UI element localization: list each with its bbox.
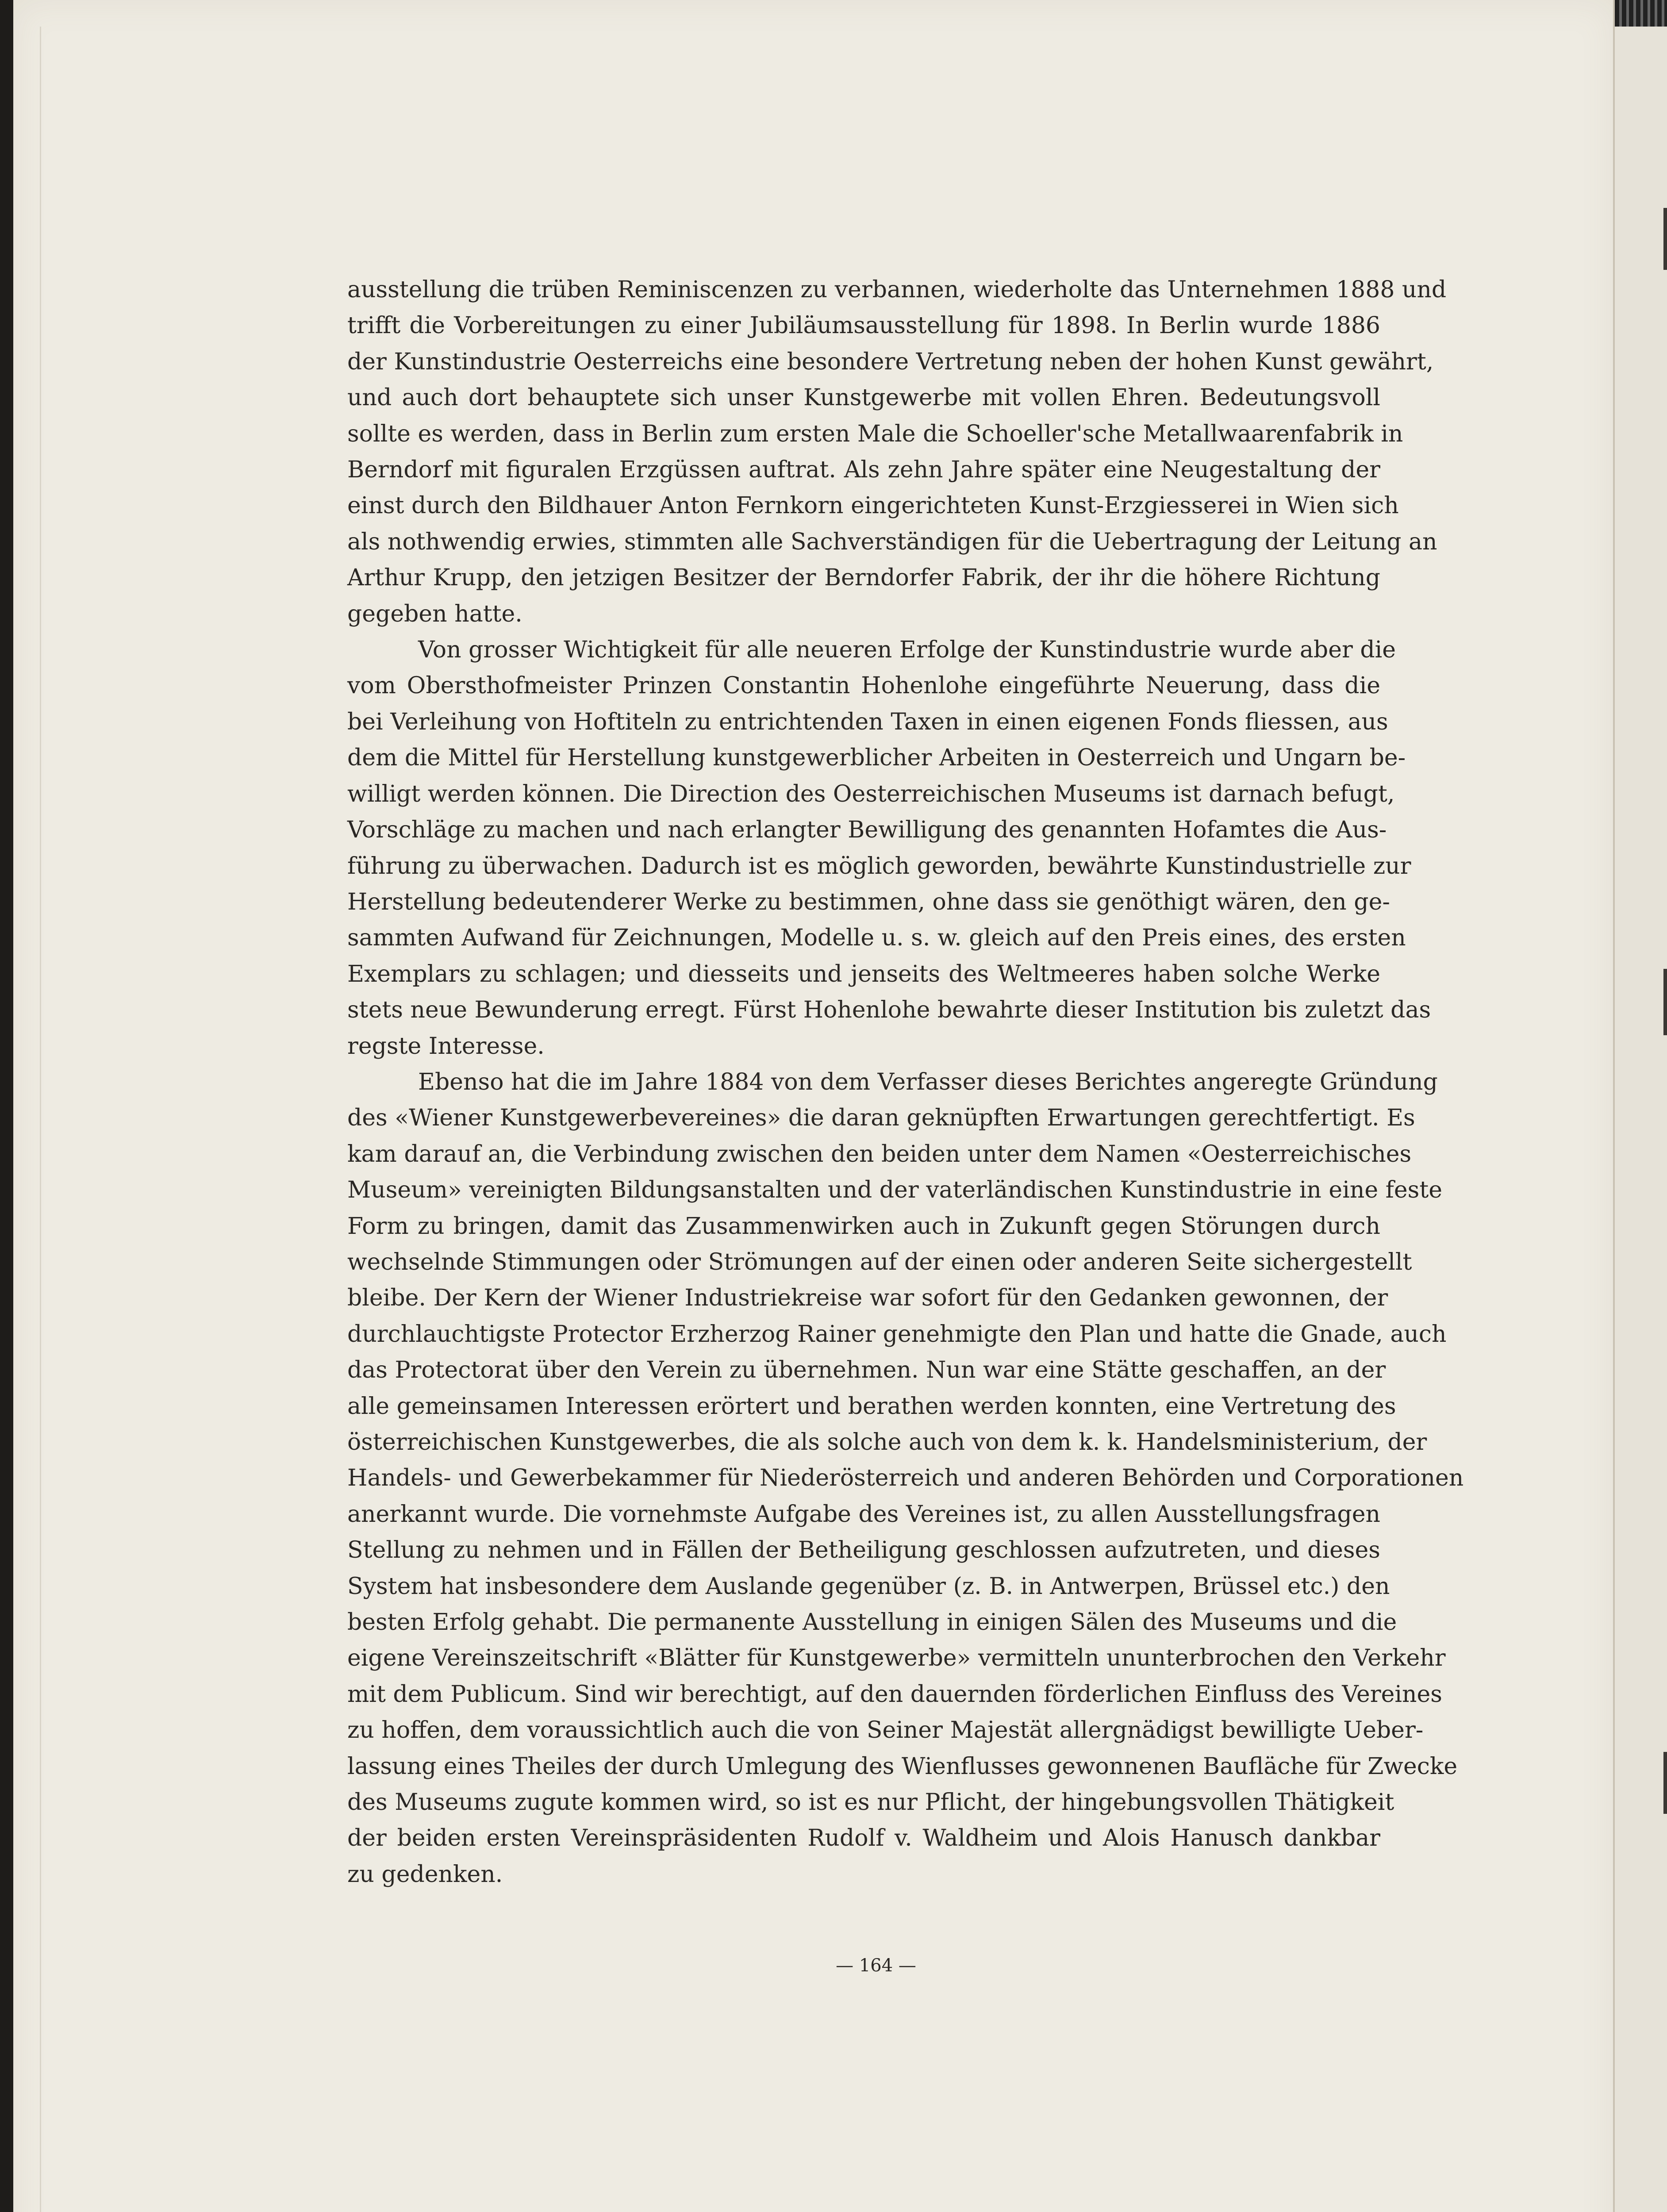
text-line: Ebenso hat die im Jahre 1884 von dem Verfasser dieses Berichtes angeregte Gründung [418,1068,1438,1095]
text-line: österreichischen Kunstgewerbes, die als solche auch von dem k. k. Handelsministerium, der [347,1429,1427,1455]
text-line: ausstellung die trüben Reminiscenzen zu verbannen, wiederholte das Unternehmen 1888 und [347,276,1447,303]
text-line: mit dem Publicum. Sind wir berechtigt, auf den dauernden förderlichen Einfluss des Vereines [347,1681,1442,1708]
text-line: des Museums zugute kommen wird, so ist es nur Pflicht, der hingebungsvollen Thätigkeit [347,1789,1394,1816]
text-line: regste Interesse. [347,1033,545,1060]
spine-mark [1663,208,1667,270]
text-line: eigene Vereinszeitschrift «Blätter für Kunstgewerbe» vermitteln ununterbrochen den Verkehr [347,1645,1446,1672]
text-line: zu hoffen, dem voraussichtlich auch die von Seiner Majestät allergnädigst bewilligte Ueber- [347,1717,1424,1744]
text-line: Vorschläge zu machen und nach erlangter Bewilligung des genannten Hofamtes die Aus- [347,817,1387,844]
text-line: der Kunstindustrie Oesterreichs eine besondere Vertretung neben der hohen Kunst gewährt, [347,348,1434,375]
text-line: Berndorf mit figuralen Erzgüssen auftrat. Als zehn Jahre später eine Neugestaltung der [347,457,1380,484]
text-line: besten Erfolg gehabt. Die permanente Ausstellung in einigen Sälen des Museums und die [347,1609,1397,1636]
book-spine [1613,0,1667,2212]
text-line: Stellung zu nehmen und in Fällen der Betheiligung geschlossen aufzutreten, und dieses [347,1537,1380,1564]
text-line: Exemplars zu schlagen; und diesseits und jenseits des Weltmeeres haben solche Werke [347,960,1380,987]
text-line: wechselnde Stimmungen oder Strömungen auf der einen oder anderen Seite sichergestellt [347,1248,1412,1275]
text-line: System hat insbesondere dem Auslande gegenüber (z. B. in Antwerpen, Brüssel etc.) den [347,1573,1390,1600]
text-line: gegeben hatte. [347,600,522,627]
text-line: einst durch den Bildhauer Anton Fernkorn eingerichteten Kunst-Erzgiesserei in Wien sich [347,492,1399,519]
text-line: lassung eines Theiles der durch Umlegung des Wienflusses gewonnenen Baufläche für Zwecke [347,1753,1458,1780]
paragraph [347,272,1447,632]
text-line: und auch dort behauptete sich unser Kunstgewerbe mit vollen Ehren. Bedeutungsvoll [347,384,1380,411]
text-line: Von grosser Wichtigkeit für alle neueren Erfolge der Kunstindustrie wurde aber die [418,637,1396,664]
text-line: sammten Aufwand für Zeichnungen, Modelle u. s. w. gleich auf den Preis eines, des ersten [347,925,1406,952]
spine-mark [1663,1752,1667,1814]
text-line: des «Wiener Kunstgewerbevereines» die daran geknüpften Erwartungen gerechtfertigt. Es [347,1105,1415,1132]
body-text [347,272,1464,1893]
text-line: als nothwendig erwies, stimmten alle Sachverständigen für die Uebertragung der Leitung an [347,528,1437,555]
text-line: der beiden ersten Vereinspräsidenten Rudolf v. Waldheim und Alois Hanusch dankbar [347,1825,1380,1852]
text-line: Herstellung bedeutenderer Werke zu bestimmen, ohne dass sie genöthigt wären, den ge- [347,888,1390,915]
text-line: sollte es werden, dass in Berlin zum ersten Male die Schoeller'sche Metallwaarenfabrik in [347,420,1403,447]
scan-corner-strip [1615,0,1667,27]
text-line: Handels- und Gewerbekammer für Niederösterreich und anderen Behörden und Corporationen [347,1465,1464,1492]
text-line: willigt werden können. Die Direction des Oesterreichischen Museums ist darnach befugt, [347,780,1395,807]
text-line: bleibe. Der Kern der Wiener Industriekreise war sofort für den Gedanken gewonnen, der [347,1285,1388,1312]
paragraph [347,632,1431,1064]
text-line: Form zu bringen, damit das Zusammenwirken auch in Zukunft gegen Störungen durch [347,1213,1380,1240]
paragraph [347,1064,1464,1893]
text-line: zu gedenken. [347,1861,503,1888]
text-line: Museum» vereinigten Bildungsanstalten und der vaterländischen Kunstindustrie in eine feste [347,1177,1443,1204]
text-line: stets neue Bewunderung erregt. Fürst Hohenlohe bewahrte dieser Institution bis zuletzt das [347,997,1431,1024]
page-number: — 164 — [836,1955,916,1976]
text-line: anerkannt wurde. Die vornehmste Aufgabe des Vereines ist, zu allen Ausstellungsfragen [347,1501,1380,1528]
spine-mark [1663,969,1667,1035]
text-line: durchlauchtigste Protector Erzherzog Rainer genehmigte den Plan und hatte die Gnade, auch [347,1321,1447,1348]
text-line: alle gemeinsamen Interessen erörtert und berathen werden konnten, eine Vertretung des [347,1393,1396,1420]
text-line: vom Obersthofmeister Prinzen Constantin Hohenlohe eingeführte Neuerung, dass die [347,672,1380,699]
text-line: Arthur Krupp, den jetzigen Besitzer der Berndorfer Fabrik, der ihr die höhere Richtung [347,565,1380,591]
text-line: dem die Mittel für Herstellung kunstgewerblicher Arbeiten in Oesterreich und Ungarn be- [347,745,1406,772]
text-line: kam darauf an, die Verbindung zwischen den beiden unter dem Namen «Oesterreichisches [347,1141,1412,1167]
text-line: das Protectorat über den Verein zu übernehmen. Nun war eine Stätte geschaffen, an der [347,1357,1386,1384]
text-line: führung zu überwachen. Dadurch ist es möglich geworden, bewährte Kunstindustrielle zur [347,853,1411,879]
text-line: trifft die Vorbereitungen zu einer Jubiläumsausstellung für 1898. In Berlin wurde 1886 [347,312,1380,339]
text-line: bei Verleihung von Hoftiteln zu entrichtenden Taxen in einen eigenen Fonds fliessen, aus [347,708,1388,735]
